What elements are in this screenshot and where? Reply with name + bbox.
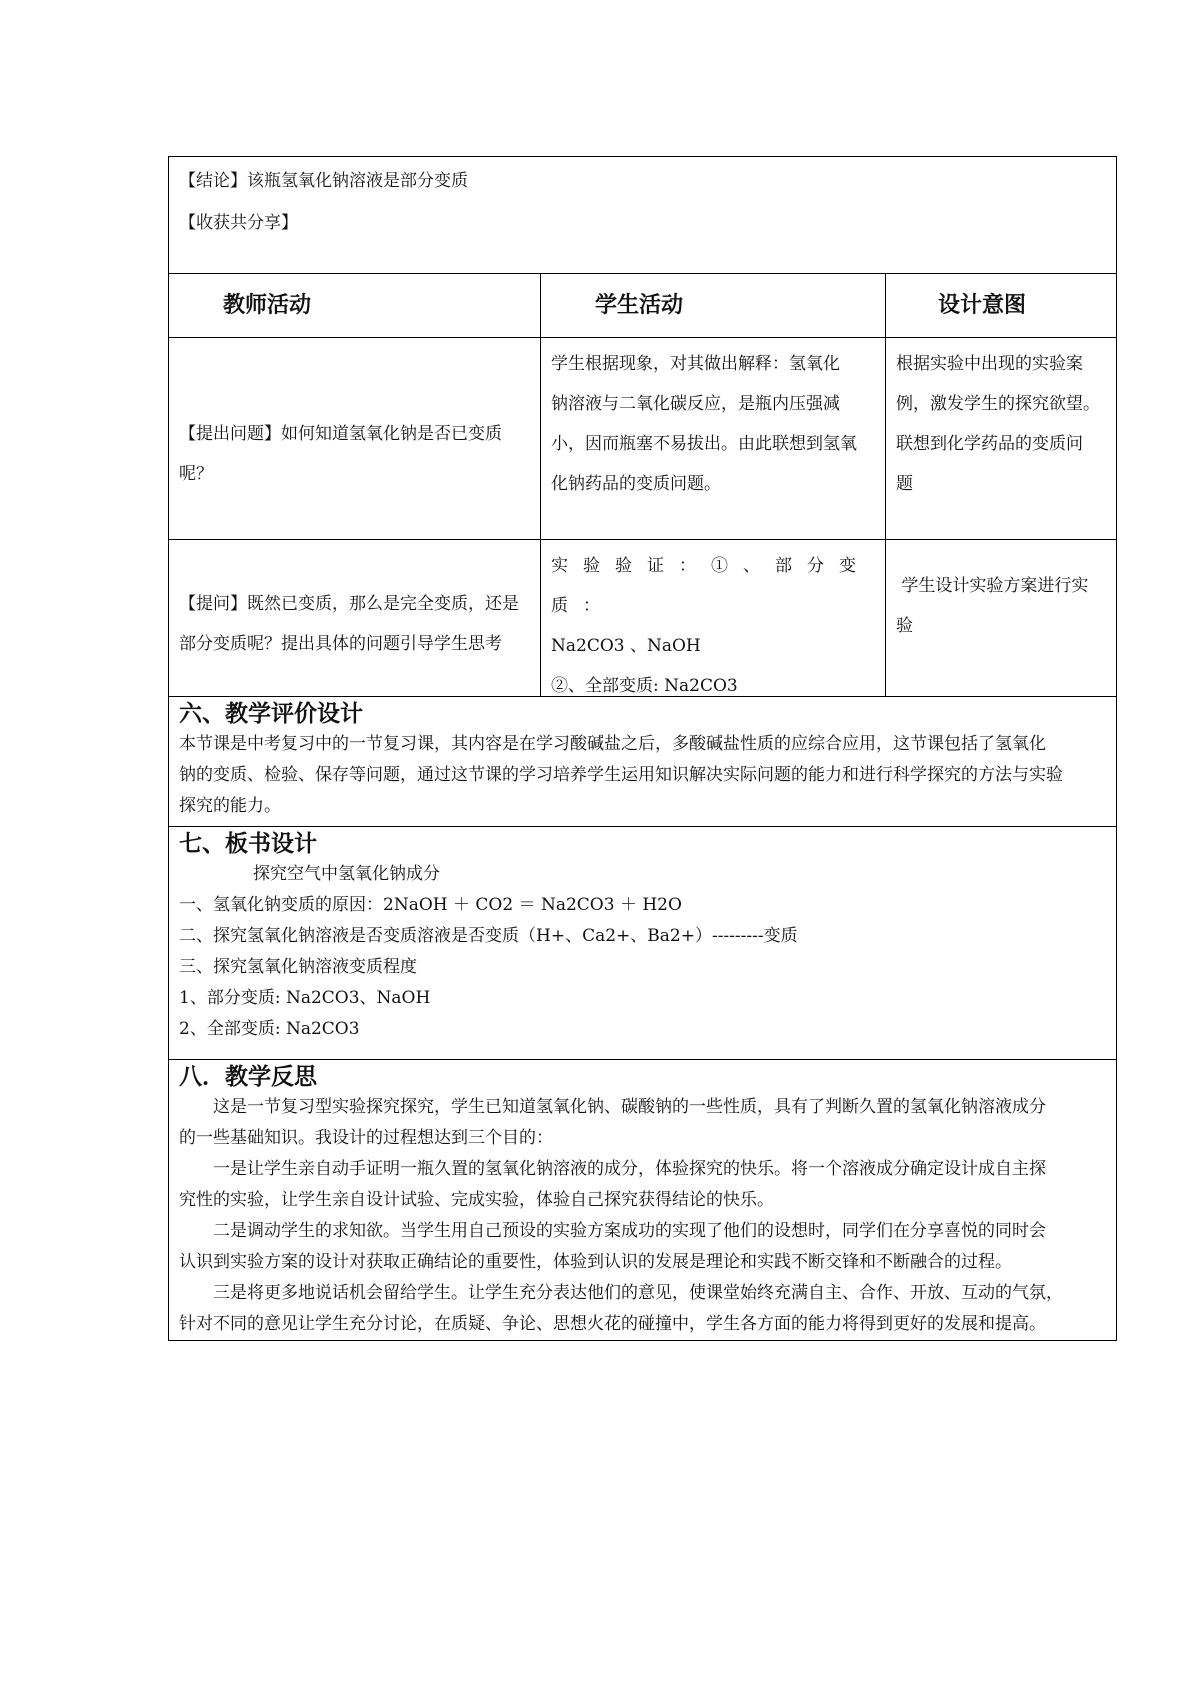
section-paragraph-line: 探究的能力。 — [179, 796, 281, 816]
row1-teacher-cell — [169, 338, 541, 539]
row1-student-line: 学生根据现象，对其做出解释：氢氧化 — [551, 354, 840, 374]
conclusion-text: 【结论】该瓶氢氧化钠溶液是部分变质 — [179, 171, 468, 191]
board-line: 一、氢氧化钠变质的原因：2NaOH ＋ CO2 ＝ Na2CO3 ＋ H2O — [179, 895, 682, 915]
row1-intent-cell — [886, 338, 1116, 539]
row1-student-line: 钠溶液与二氧化碳反应，是瓶内压强减 — [551, 394, 840, 414]
header-student: 学生活动 — [595, 293, 684, 318]
reflection-section — [169, 1062, 1116, 1340]
row2-teacher-cell — [169, 540, 541, 696]
header-student-cell — [541, 274, 886, 337]
row1-teacher-line: 【提出问题】如何知道氢氧化钠是否已变质 — [179, 424, 502, 444]
table-row — [169, 338, 1116, 540]
section-paragraph-line: 本节课是中考复习中的一节复习课，其内容是在学习酸碱盐之后，多酸碱盐性质的应综合应用，这节课包括了氢氧化 — [179, 734, 1046, 754]
harvest-text: 【收获共分享】 — [179, 213, 298, 233]
row2-student-line: ②、全部变质: Na2CO3 — [551, 676, 738, 696]
row1-teacher-line: 呢？ — [179, 464, 213, 484]
row2-teacher-line: 部分变质呢？提出具体的问题引导学生思考 — [179, 634, 502, 654]
row1-intent-line: 题 — [896, 474, 913, 494]
row2-teacher-line: 【提问】既然已变质，那么是完全变质，还是 — [179, 594, 519, 614]
row1-student-line: 化钠药品的变质问题。 — [551, 474, 721, 494]
section-title: 八．教学反思 — [179, 1064, 317, 1090]
section-title: 七、板书设计 — [179, 831, 317, 857]
board-line: 三、探究氢氧化钠溶液变质程度 — [179, 957, 417, 977]
lesson-table — [168, 156, 1117, 1341]
row2-intent-cell — [886, 540, 1116, 696]
board-line: 二、探究氢氧化钠溶液是否变质溶液是否变质（H+、Ca2+、Ba2+）---------变质 — [179, 926, 798, 946]
header-teacher: 教师活动 — [223, 293, 312, 318]
row2-intent-line: 学生设计实验方案进行实 — [896, 576, 1089, 596]
row2-student-line: 实验验证：①、部分变质： — [551, 556, 871, 616]
reflection-line: 究性的实验，让学生亲自设计试验、完成实验，体验自己探究获得结论的快乐。 — [179, 1190, 774, 1210]
board-line: 1、部分变质: Na2CO3、NaOH — [179, 988, 431, 1008]
header-teacher-cell — [169, 274, 541, 337]
board-subtitle: 探究空气中氢氧化钠成分 — [253, 864, 440, 884]
header-intent-cell — [886, 274, 1116, 337]
board-design-section — [169, 829, 1116, 1060]
reflection-line: 一是让学生亲自动手证明一瓶久置的氢氧化钠溶液的成分，体验探究的快乐。将一个溶液成分确定设计成自主探 — [213, 1159, 1046, 1179]
table-row — [169, 540, 1116, 697]
row1-intent-line: 根据实验中出现的实验案 — [896, 354, 1083, 374]
reflection-line: 的一些基础知识。我设计的过程想达到三个目的： — [179, 1128, 553, 1148]
row2-student-cell — [541, 540, 886, 696]
reflection-line: 这是一节复习型实验探究探究，学生已知道氢氧化钠、碳酸钠的一些性质，具有了判断久置的氢氧化钠溶液成分 — [213, 1097, 1046, 1117]
reflection-line: 认识到实验方案的设计对获取正确结论的重要性，体验到认识的发展是理论和实践不断交锋和不断融合的过程。 — [179, 1252, 1012, 1272]
row1-student-cell — [541, 338, 886, 539]
header-intent: 设计意图 — [938, 293, 1027, 318]
section-title: 六、教学评价设计 — [179, 701, 363, 727]
reflection-line: 三是将更多地说话机会留给学生。让学生充分表达他们的意见，使课堂始终充满自主、合作、开放、互动的气氛， — [213, 1283, 1063, 1303]
row1-intent-line: 例，激发学生的探究欲望。 — [896, 394, 1100, 414]
section-paragraph-line: 钠的变质、检验、保存等问题，通过这节课的学习培养学生运用知识解决实际问题的能力和进行科学探究的方法与实验 — [179, 765, 1063, 785]
row1-student-line: 小，因而瓶塞不易拔出。由此联想到氢氧 — [551, 434, 857, 454]
reflection-line: 针对不同的意见让学生充分讨论，在质疑、争论、思想火花的碰撞中，学生各方面的能力将得到更好的发展和提高。 — [179, 1314, 1046, 1334]
row1-intent-line: 联想到化学药品的变质问 — [896, 434, 1083, 454]
evaluation-section — [169, 699, 1116, 827]
row2-intent-line: 验 — [896, 616, 913, 636]
conclusion-block — [169, 157, 1116, 274]
row2-student-line: Na2CO3 、NaOH — [551, 636, 701, 656]
reflection-line: 二是调动学生的求知欲。当学生用自己预设的实验方案成功的实现了他们的设想时，同学们在分享喜悦的同时会 — [213, 1221, 1046, 1241]
board-line: 2、全部变质: Na2CO3 — [179, 1019, 360, 1039]
table-header-row — [169, 274, 1116, 338]
